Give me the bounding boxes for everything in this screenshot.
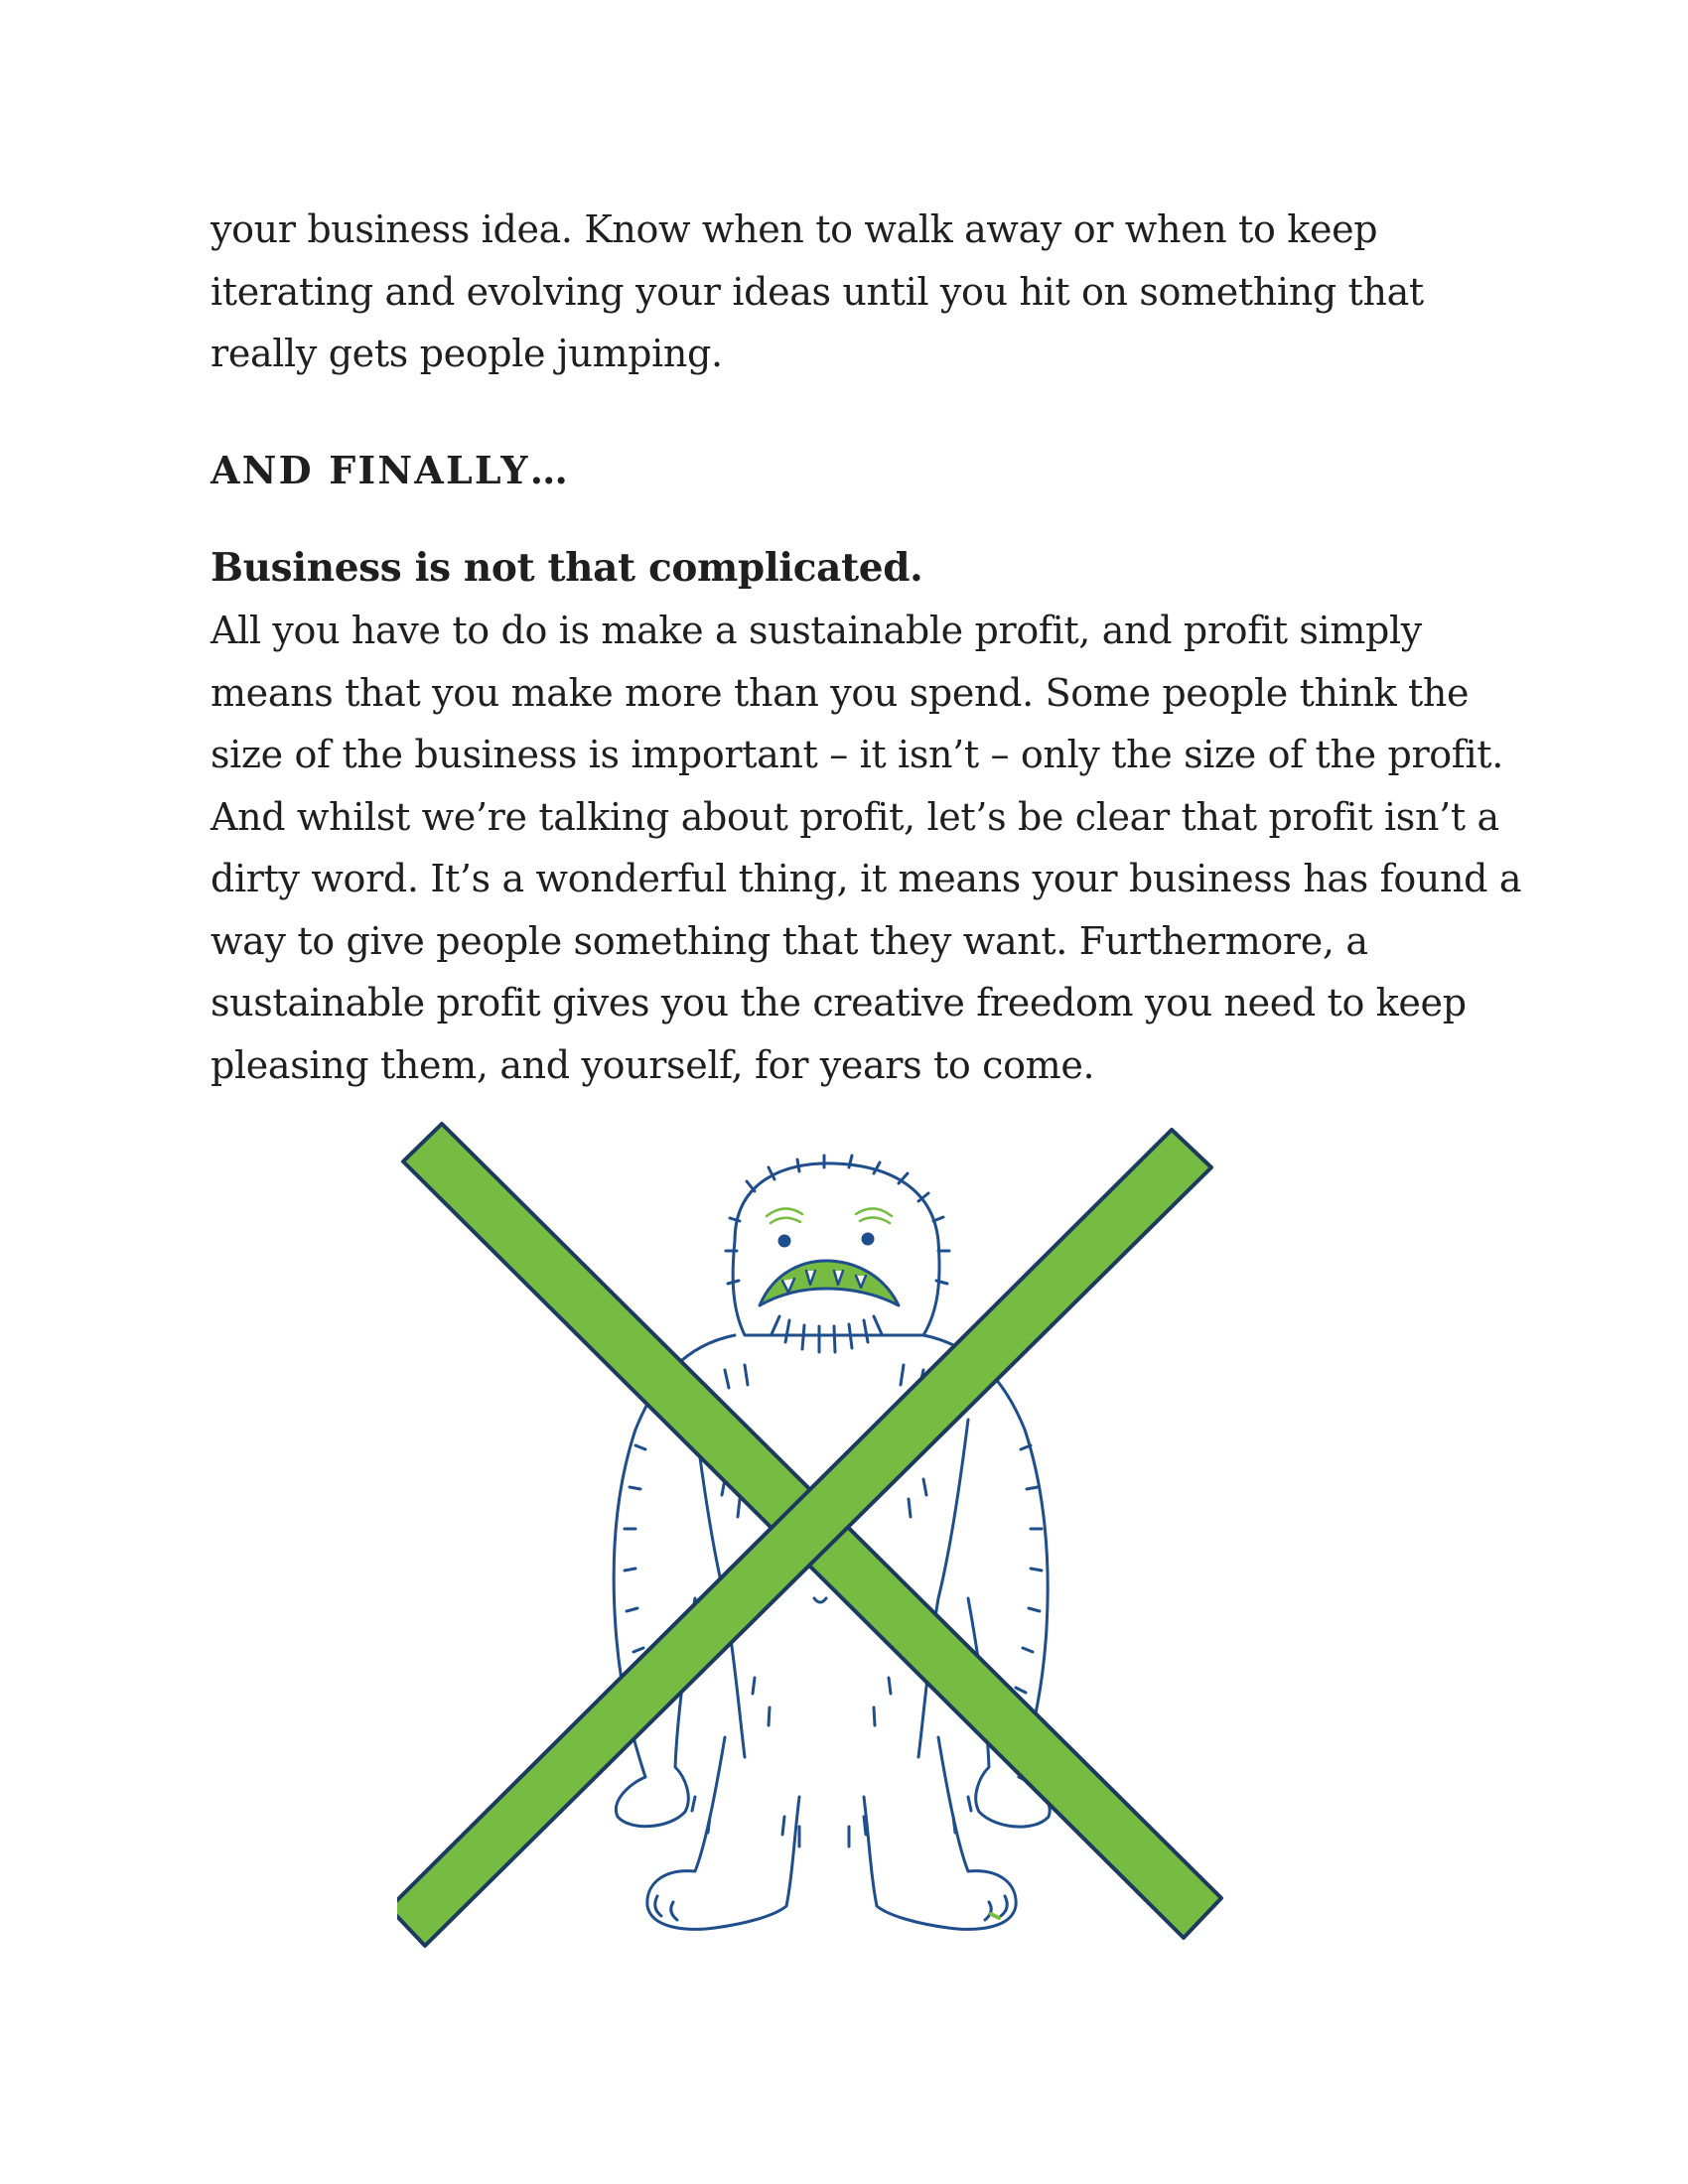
section-heading: AND FINALLY… [211, 448, 570, 492]
paragraph-line: sustainable profit gives you the creative freedom you need to keep [211, 981, 1467, 1024]
paragraph-line: All you have to do is make a sustainable profit, and profit simply [211, 609, 1422, 652]
lead-sentence: Business is not that complicated. [211, 545, 923, 591]
paragraph-line: really gets people jumping. [211, 332, 723, 375]
paragraph-line: And whilst we’re talking about profit, let’s be clear that profit isn’t a [211, 794, 1499, 839]
body-paragraph [211, 600, 1522, 1096]
paragraph-line: means that you make more than you spend. Some people think the [211, 670, 1470, 715]
intro-paragraph [211, 199, 1501, 385]
paragraph-line: iterating and evolving your ideas until you hit on something that [211, 269, 1424, 314]
cross-mark [397, 1124, 1221, 1946]
yeti-mouth [760, 1261, 899, 1305]
paragraph-line: way to give people something that they want. Furthermore, a [211, 918, 1368, 963]
paragraph-line: your business idea. Know when to walk away or when to keep [211, 207, 1378, 251]
yeti-head [733, 1163, 939, 1335]
yeti-right-leg [864, 1737, 1016, 1929]
yeti-left-leg [647, 1737, 799, 1929]
paragraph-line: pleasing them, and yourself, for years to come. [211, 1042, 1095, 1087]
paragraph-line: size of the business is important – it isn’t – only the size of the profit. [211, 733, 1503, 776]
yeti-illustration [397, 1122, 1291, 1966]
paragraph-line: dirty word. It’s a wonderful thing, it means your business has found a [211, 857, 1522, 900]
